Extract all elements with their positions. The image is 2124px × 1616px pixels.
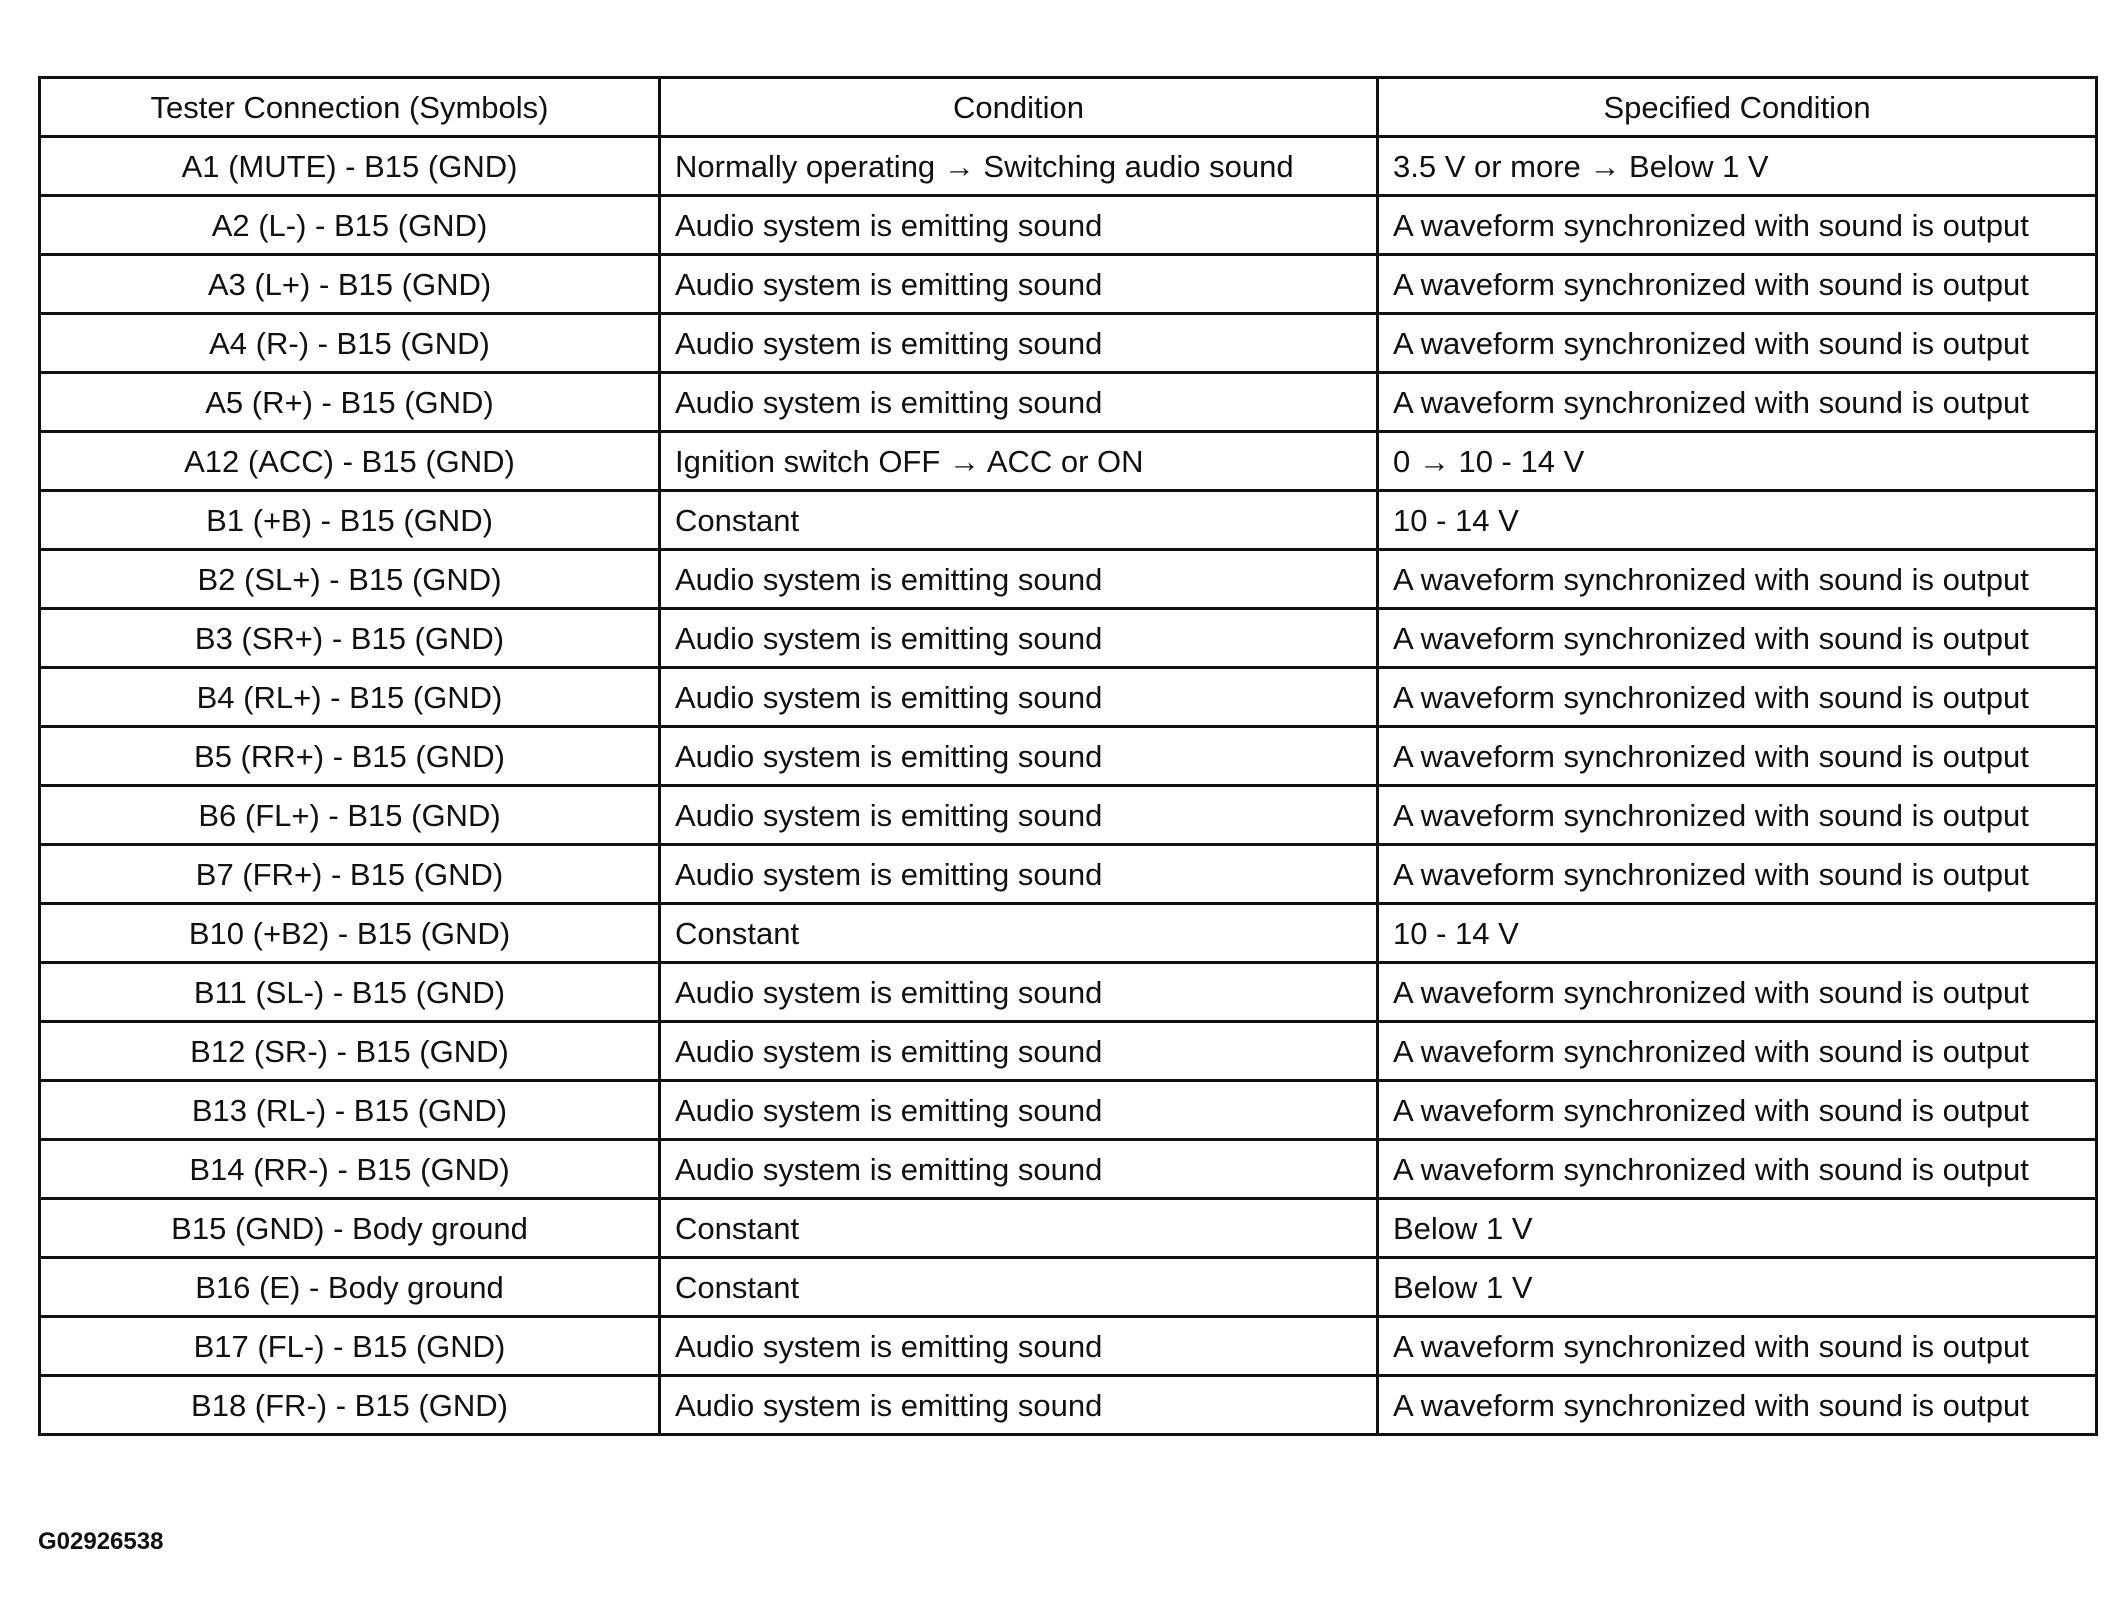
table-row (40, 727, 2097, 786)
table-row (40, 137, 2097, 196)
condition-cell: Audio system is emitting sound (660, 963, 1378, 1022)
spec-table-container (38, 76, 2095, 1436)
tester-connection-cell: B1 (+B) - B15 (GND) (40, 491, 660, 550)
condition-cell: Audio system is emitting sound (660, 609, 1378, 668)
condition-cell: Ignition switch OFF → ACC or ON (660, 432, 1378, 491)
condition-cell: Constant (660, 1258, 1378, 1317)
tester-connection-cell: B15 (GND) - Body ground (40, 1199, 660, 1258)
condition-cell: Audio system is emitting sound (660, 314, 1378, 373)
specified-condition-cell: A waveform synchronized with sound is output (1378, 1022, 2097, 1081)
tester-connection-cell: B4 (RL+) - B15 (GND) (40, 668, 660, 727)
specified-condition-cell: A waveform synchronized with sound is output (1378, 1376, 2097, 1435)
condition-cell: Audio system is emitting sound (660, 845, 1378, 904)
specified-condition-cell: A waveform synchronized with sound is output (1378, 845, 2097, 904)
table-row (40, 1258, 2097, 1317)
table-header-row (40, 78, 2097, 137)
tester-connection-cell: B5 (RR+) - B15 (GND) (40, 727, 660, 786)
condition-cell: Audio system is emitting sound (660, 786, 1378, 845)
specified-condition-cell: A waveform synchronized with sound is output (1378, 1140, 2097, 1199)
condition-cell: Normally operating → Switching audio sound (660, 137, 1378, 196)
condition-cell: Audio system is emitting sound (660, 550, 1378, 609)
condition-cell: Audio system is emitting sound (660, 1140, 1378, 1199)
table-row (40, 1376, 2097, 1435)
table-row (40, 904, 2097, 963)
specified-condition-cell: A waveform synchronized with sound is output (1378, 255, 2097, 314)
tester-connection-cell: B7 (FR+) - B15 (GND) (40, 845, 660, 904)
table-row (40, 609, 2097, 668)
header-specified-condition: Specified Condition (1378, 78, 2097, 137)
table-row (40, 1022, 2097, 1081)
tester-connection-cell: B17 (FL-) - B15 (GND) (40, 1317, 660, 1376)
table-row (40, 845, 2097, 904)
tester-connection-cell: A5 (R+) - B15 (GND) (40, 373, 660, 432)
specified-condition-cell: A waveform synchronized with sound is output (1378, 963, 2097, 1022)
tester-connection-cell: B2 (SL+) - B15 (GND) (40, 550, 660, 609)
table-row (40, 550, 2097, 609)
table-row (40, 1081, 2097, 1140)
specified-condition-cell: A waveform synchronized with sound is output (1378, 373, 2097, 432)
tester-connection-table (38, 76, 2098, 1436)
table-row (40, 255, 2097, 314)
table-row (40, 1317, 2097, 1376)
tester-connection-cell: B6 (FL+) - B15 (GND) (40, 786, 660, 845)
condition-cell: Constant (660, 904, 1378, 963)
tester-connection-cell: A4 (R-) - B15 (GND) (40, 314, 660, 373)
tester-connection-cell: A12 (ACC) - B15 (GND) (40, 432, 660, 491)
specified-condition-cell: A waveform synchronized with sound is output (1378, 550, 2097, 609)
tester-connection-cell: B12 (SR-) - B15 (GND) (40, 1022, 660, 1081)
tester-connection-cell: B10 (+B2) - B15 (GND) (40, 904, 660, 963)
condition-cell: Audio system is emitting sound (660, 668, 1378, 727)
table-row (40, 314, 2097, 373)
tester-connection-cell: B18 (FR-) - B15 (GND) (40, 1376, 660, 1435)
specified-condition-cell: A waveform synchronized with sound is output (1378, 1317, 2097, 1376)
header-condition: Condition (660, 78, 1378, 137)
table-row (40, 491, 2097, 550)
specified-condition-cell: 10 - 14 V (1378, 904, 2097, 963)
table-row (40, 1140, 2097, 1199)
condition-cell: Audio system is emitting sound (660, 1022, 1378, 1081)
specified-condition-cell: Below 1 V (1378, 1199, 2097, 1258)
figure-code: G02926538 (38, 1528, 164, 1555)
table-row (40, 196, 2097, 255)
condition-cell: Audio system is emitting sound (660, 1376, 1378, 1435)
table-row (40, 668, 2097, 727)
header-tester-connection: Tester Connection (Symbols) (40, 78, 660, 137)
condition-cell: Constant (660, 491, 1378, 550)
condition-cell: Constant (660, 1199, 1378, 1258)
table-row (40, 1199, 2097, 1258)
condition-cell: Audio system is emitting sound (660, 1081, 1378, 1140)
specified-condition-cell: Below 1 V (1378, 1258, 2097, 1317)
specified-condition-cell: A waveform synchronized with sound is output (1378, 1081, 2097, 1140)
tester-connection-cell: B14 (RR-) - B15 (GND) (40, 1140, 660, 1199)
table-body (40, 137, 2097, 1435)
specified-condition-cell: 0 → 10 - 14 V (1378, 432, 2097, 491)
tester-connection-cell: B3 (SR+) - B15 (GND) (40, 609, 660, 668)
table-row (40, 432, 2097, 491)
specified-condition-cell: 3.5 V or more → Below 1 V (1378, 137, 2097, 196)
table-row (40, 786, 2097, 845)
condition-cell: Audio system is emitting sound (660, 727, 1378, 786)
tester-connection-cell: B13 (RL-) - B15 (GND) (40, 1081, 660, 1140)
table-row (40, 373, 2097, 432)
specified-condition-cell: A waveform synchronized with sound is output (1378, 609, 2097, 668)
condition-cell: Audio system is emitting sound (660, 373, 1378, 432)
tester-connection-cell: B16 (E) - Body ground (40, 1258, 660, 1317)
condition-cell: Audio system is emitting sound (660, 1317, 1378, 1376)
tester-connection-cell: A1 (MUTE) - B15 (GND) (40, 137, 660, 196)
specified-condition-cell: A waveform synchronized with sound is output (1378, 727, 2097, 786)
specified-condition-cell: A waveform synchronized with sound is output (1378, 196, 2097, 255)
condition-cell: Audio system is emitting sound (660, 255, 1378, 314)
tester-connection-cell: A3 (L+) - B15 (GND) (40, 255, 660, 314)
specified-condition-cell: A waveform synchronized with sound is output (1378, 314, 2097, 373)
specified-condition-cell: 10 - 14 V (1378, 491, 2097, 550)
table-row (40, 963, 2097, 1022)
specified-condition-cell: A waveform synchronized with sound is output (1378, 786, 2097, 845)
condition-cell: Audio system is emitting sound (660, 196, 1378, 255)
tester-connection-cell: A2 (L-) - B15 (GND) (40, 196, 660, 255)
specified-condition-cell: A waveform synchronized with sound is output (1378, 668, 2097, 727)
tester-connection-cell: B11 (SL-) - B15 (GND) (40, 963, 660, 1022)
